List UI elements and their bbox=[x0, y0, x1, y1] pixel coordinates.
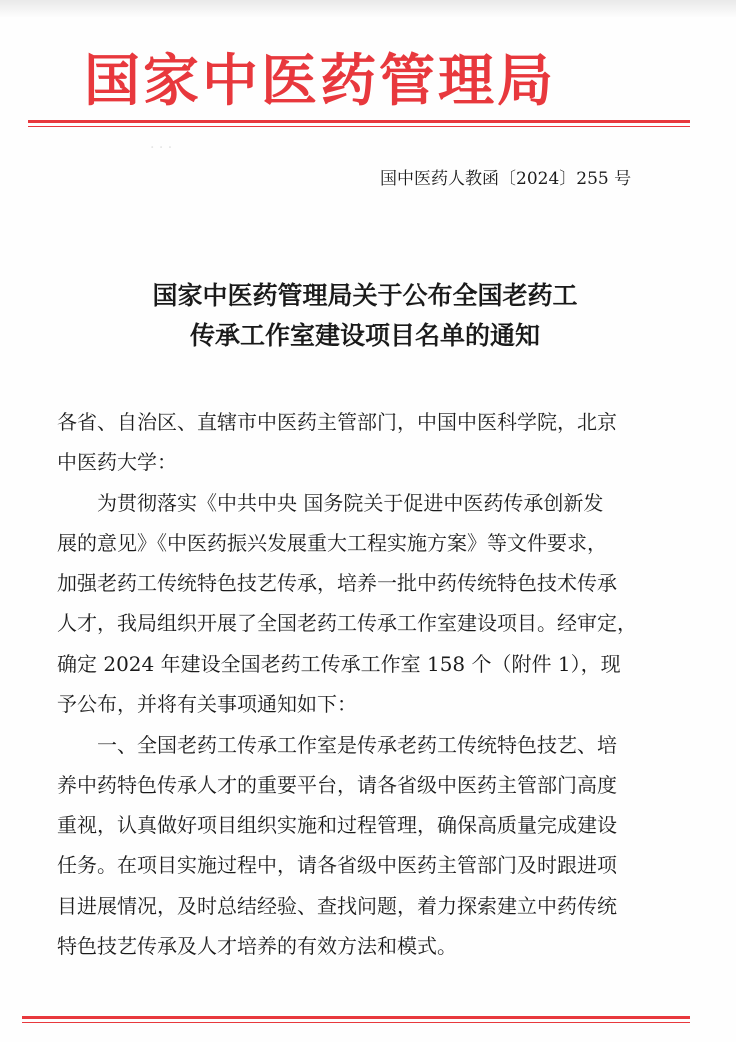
scan-shadow bbox=[0, 0, 736, 18]
body-line: 目进展情况，及时总结经验、查找问题，着力探索建立中药传统 bbox=[57, 894, 617, 918]
letterhead-rule-thin bbox=[28, 126, 690, 127]
body-line: 确定 2024 年建设全国老药工传承工作室 158 个（附件 1），现 bbox=[57, 652, 621, 676]
body-line: 人才，我局组织开展了全国老药工传承工作室建设项目。经审定， bbox=[57, 611, 637, 635]
document-title-line-1: 国家中医药管理局关于公布全国老药工 bbox=[152, 281, 578, 310]
salutation-line-2: 中医药大学： bbox=[57, 450, 177, 474]
body-line: 展的意见》《中医药振兴发展重大工程实施方案》等文件要求， bbox=[57, 531, 607, 555]
body-line: 予公布，并将有关事项通知如下： bbox=[57, 692, 357, 716]
letterhead-rule-thick bbox=[28, 120, 690, 123]
bleed-through-text: · · · bbox=[150, 140, 173, 156]
document-title-line-2: 传承工作室建设项目名单的通知 bbox=[189, 321, 540, 350]
footer-rule-thin bbox=[22, 1022, 690, 1023]
body-line: 为贯彻落实《中共中央 国务院关于促进中医药传承创新发 bbox=[97, 491, 604, 515]
body-line: 养中药特色传承人才的重要平台，请各省级中医药主管部门高度 bbox=[57, 773, 617, 797]
footer-rule-thick bbox=[22, 1016, 690, 1019]
body-line: 特色技艺传承及人才培养的有效方法和模式。 bbox=[57, 934, 457, 958]
body-line: 重视，认真做好项目组织实施和过程管理，确保高质量完成建设 bbox=[57, 813, 617, 837]
document-number: 国中医药人教函〔2024〕255 号 bbox=[380, 169, 632, 189]
body-line: 加强老药工传统特色技艺传承，培养一批中药传统特色技术传承 bbox=[57, 571, 617, 595]
body-line: 一、全国老药工传承工作室是传承老药工传统特色技艺、培 bbox=[97, 733, 617, 757]
body-line: 任务。在项目实施过程中，请各省级中医药主管部门及时跟进项 bbox=[57, 853, 617, 877]
salutation-line-1: 各省、自治区、直辖市中医药主管部门，中国中医科学院，北京 bbox=[57, 410, 617, 434]
agency-letterhead: 国家中医药管理局 bbox=[84, 48, 556, 114]
